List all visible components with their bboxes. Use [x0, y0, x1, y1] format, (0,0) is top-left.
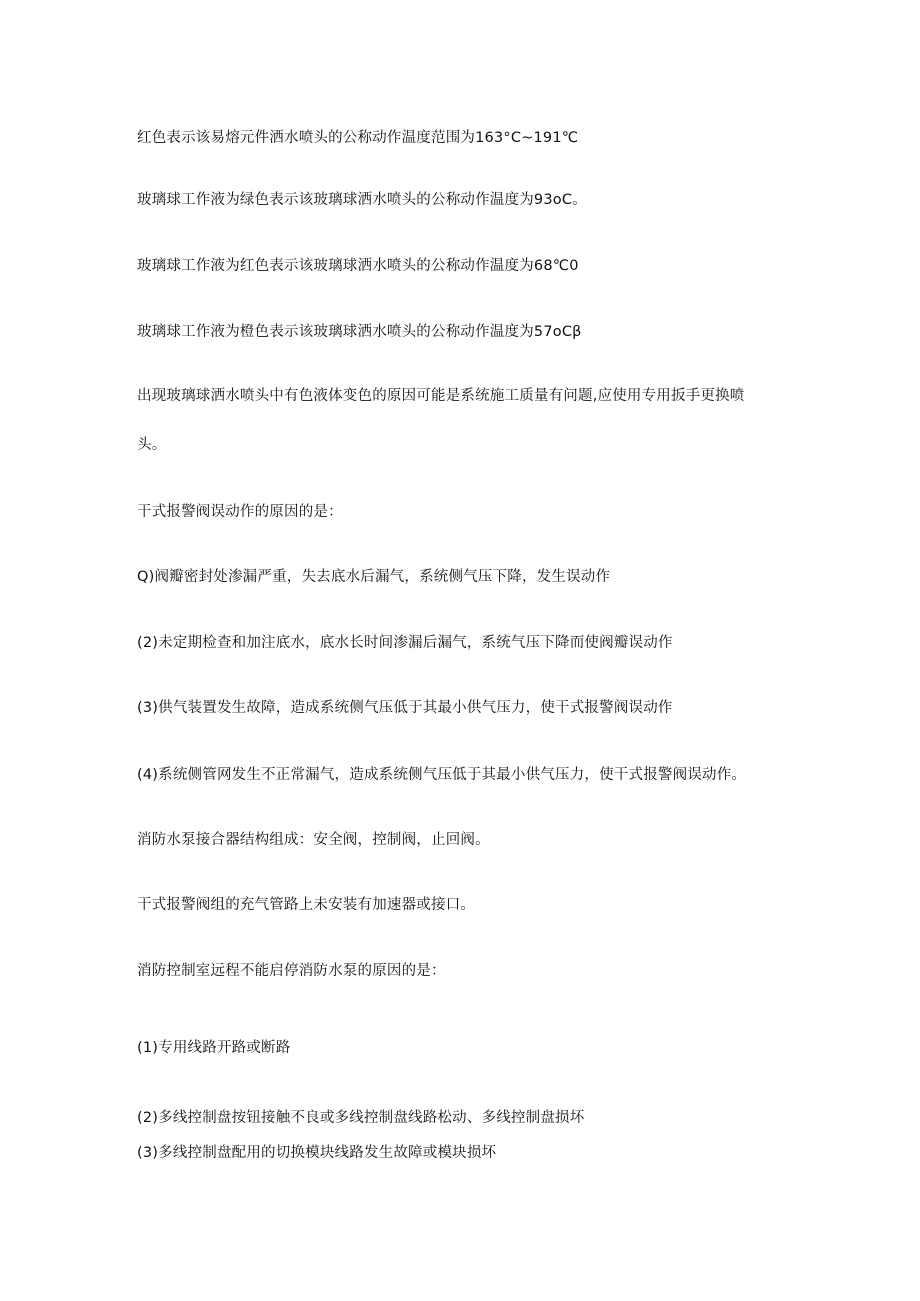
text-line-2: 玻璃球工作液为绿色表示该玻璃球洒水喷头的公称动作温度为93oC。 [137, 192, 587, 208]
text-line-12: 消防水泵接合器结构组成：安全阀，控制阀，止回阀。 [137, 832, 490, 848]
text-line-6: 头。 [137, 437, 167, 453]
text-line-15: (1)专用线路开路或断路 [137, 1040, 291, 1056]
text-line-10: (3)供气装置发生故障，造成系统侧气压低于其最小供气压力，使干式报警阀误动作 [137, 700, 673, 716]
text-line-4: 玻璃球工作液为橙色表示该玻璃球洒水喷头的公称动作温度为57oCβ [137, 324, 582, 340]
text-line-16: (2)多线控制盘按钮接触不良或多线控制盘线路松动、多线控制盘损坏 [137, 1110, 585, 1126]
text-line-11: (4)系统侧管网发生不正常漏气，造成系统侧气压低于其最小供气压力，使干式报警阀误动作。 [137, 767, 747, 783]
text-line-14: 消防控制室远程不能启停消防水泵的原因的是： [137, 963, 446, 979]
text-line-17: (3)多线控制盘配用的切换模块线路发生故障或模块损坏 [137, 1145, 497, 1161]
text-line-7: 干式报警阀误动作的原因的是： [137, 504, 343, 520]
text-line-8: Q)阀瓣密封处渗漏严重，失去底水后漏气，系统侧气压下降，发生误动作 [137, 569, 611, 585]
text-line-9: (2)未定期检查和加注底水，底水长时间渗漏后漏气，系统气压下降而使阀瓣误动作 [137, 635, 673, 651]
text-line-1: 红色表示该易熔元件洒水喷头的公称动作温度范围为163°C~191℃ [137, 130, 579, 146]
text-line-3: 玻璃球工作液为红色表示该玻璃球洒水喷头的公称动作温度为68℃0 [137, 258, 579, 274]
text-line-13: 干式报警阀组的充气管路上未安装有加速器或接口。 [137, 897, 476, 913]
text-line-5: 出现玻璃球洒水喷头中有色液体变色的原因可能是系统施工质量有问题,应使用专用扳手更换喷 [137, 388, 745, 404]
